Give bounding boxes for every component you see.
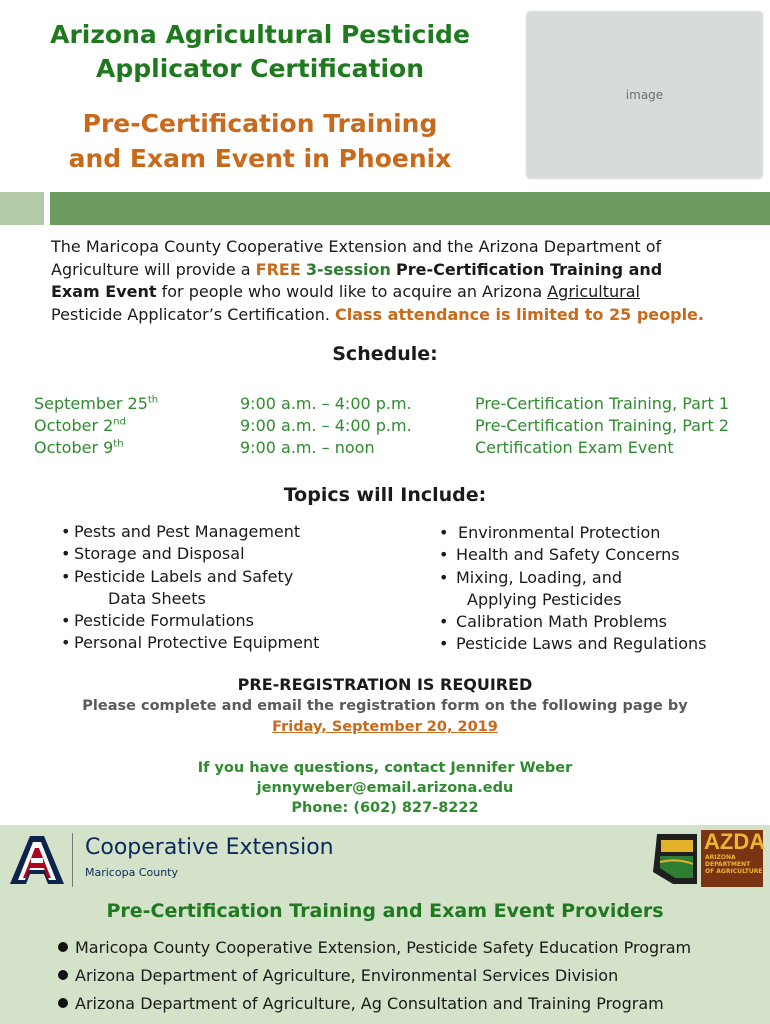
- list-item: • Pesticide Formulations: [58, 610, 319, 632]
- list-item: • Storage and Disposal: [58, 543, 319, 565]
- title-line-2: Applicator Certification: [96, 54, 424, 83]
- azda-logo: [651, 829, 766, 887]
- azda-sub-2: DEPARTMENT: [705, 861, 751, 868]
- title-line-1: Arizona Agricultural Pesticide: [50, 20, 470, 49]
- list-item: • Personal Protective Equipment: [58, 632, 319, 654]
- bullet-icon: [58, 998, 68, 1008]
- schedule-time: 9:00 a.m. – noon: [240, 438, 375, 457]
- page-title: [0, 18, 520, 86]
- schedule-time: 9:00 a.m. – 4:00 p.m.: [240, 394, 412, 413]
- schedule-times: [240, 393, 412, 459]
- registration-deadline: Friday, September 20, 2019: [272, 719, 498, 735]
- cooperative-extension-title: Cooperative Extension: [85, 835, 334, 860]
- topics-heading: Topics will Include:: [283, 484, 487, 506]
- contact-line: If you have questions, contact Jennifer Weber: [197, 760, 573, 776]
- schedule-heading: Schedule:: [332, 343, 438, 365]
- bullet-icon: [58, 970, 68, 980]
- preregistration-required: PRE-REGISTRATION IS REQUIRED: [237, 675, 533, 694]
- schedule-date: September 25th: [34, 394, 159, 413]
- list-item-continued: Data Sheets: [108, 588, 206, 608]
- schedule-date: October 9th: [34, 438, 124, 457]
- header-bar: [50, 192, 770, 225]
- cooperative-extension-sub: Maricopa County: [85, 866, 178, 879]
- azda-sub-3: OF AGRICULTURE: [705, 868, 763, 875]
- bullet-icon: [58, 942, 68, 952]
- azda-sub-1: ARIZONA: [705, 854, 736, 861]
- contact-phone: Phone: (602) 827-8222: [291, 800, 479, 816]
- arizona-map-icon: [651, 832, 699, 886]
- subtitle-line-2: and Exam Event in Phoenix: [68, 144, 452, 173]
- schedule-dates: [34, 393, 158, 459]
- free-label: FREE: [255, 259, 301, 279]
- schedule-event: Pre-Certification Training, Part 2: [475, 416, 730, 435]
- provider-item: Maricopa County Cooperative Extension, Pesticide Safety Education Program: [58, 938, 691, 957]
- topics-right-list: [436, 522, 707, 656]
- registration-instruction: Please complete and email the registration form on the following page by: [82, 698, 688, 714]
- provider-item: Arizona Department of Agriculture, Environmental Services Division: [58, 966, 618, 985]
- subtitle-line-1: Pre-Certification Training: [82, 109, 438, 138]
- intro-paragraph: The Maricopa County Cooperative Extension and the Arizona Department of Agriculture will provide a FREE 3-session Pre-Certification Training and Exam Event for people who would like to acquire an Arizona Agricultural Pesticide Applicator’s Certification. Class attendance is limited to 25 people.: [51, 237, 704, 324]
- schedule-event: Certification Exam Event: [475, 438, 674, 457]
- pesticide-pouring-photo: image: [527, 12, 762, 178]
- header-bar-left: [0, 192, 44, 225]
- university-of-arizona-logo: [8, 834, 66, 888]
- list-item: • Environmental Protection: [436, 522, 707, 544]
- attendance-limit: Class attendance is limited to 25 people.: [335, 304, 704, 324]
- schedule-events: [475, 393, 729, 459]
- providers-heading: Pre-Certification Training and Exam Event Providers: [106, 900, 664, 922]
- list-item: • Pesticide Laws and Regulations: [436, 633, 707, 655]
- list-item: • Mixing, Loading, and: [436, 567, 707, 589]
- schedule-time: 9:00 a.m. – 4:00 p.m.: [240, 416, 412, 435]
- list-item: • Pesticide Labels and Safety: [58, 566, 319, 588]
- schedule-event: Pre-Certification Training, Part 1: [475, 394, 730, 413]
- logo-divider: [72, 833, 73, 887]
- list-item-continued: Applying Pesticides: [467, 589, 622, 609]
- list-item: • Health and Safety Concerns: [436, 544, 707, 566]
- page-subtitle: [0, 106, 520, 176]
- topics-left-list: [58, 521, 319, 655]
- session-label: 3-session: [305, 259, 391, 279]
- list-item: • Calibration Math Problems: [436, 611, 707, 633]
- schedule-date: October 2nd: [34, 416, 126, 435]
- contact-email: jennyweber@email.arizona.edu: [256, 780, 514, 796]
- azda-title: AZDA: [704, 829, 766, 854]
- provider-item: Arizona Department of Agriculture, Ag Consultation and Training Program: [58, 994, 664, 1013]
- list-item: • Pests and Pest Management: [58, 521, 319, 543]
